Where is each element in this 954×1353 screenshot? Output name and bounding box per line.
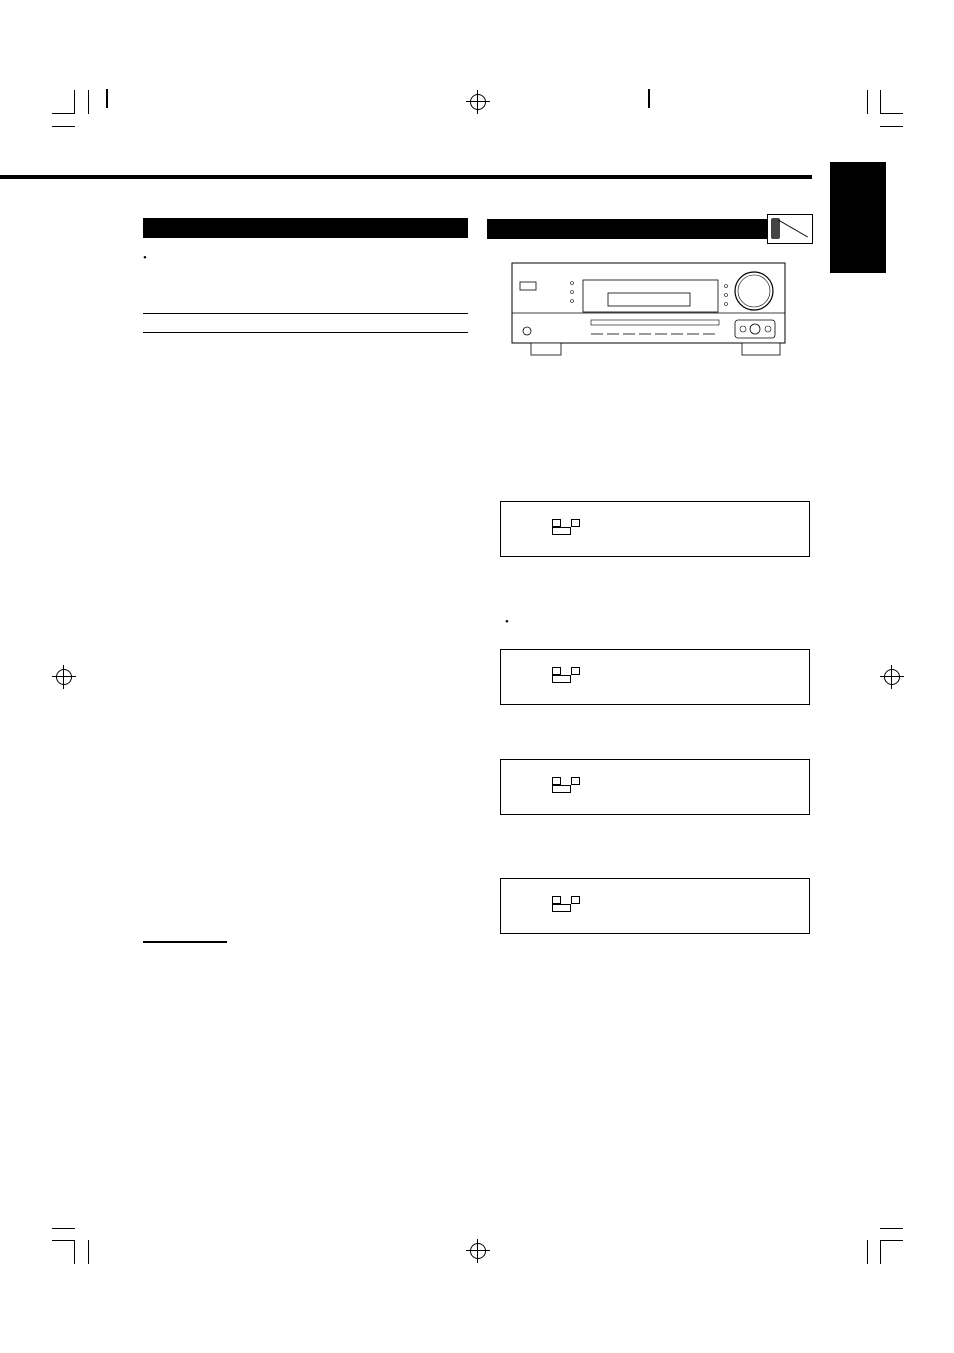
crop-mark <box>867 90 868 114</box>
r-indicator <box>571 667 580 675</box>
registration-mark <box>56 669 72 685</box>
notes-rule <box>143 941 227 943</box>
crop-mark <box>880 1228 903 1229</box>
crop-mark <box>88 1240 89 1264</box>
registration-mark <box>884 669 900 685</box>
table-header <box>143 313 468 333</box>
display-panel-step-2 <box>500 649 810 705</box>
subwoofer-indicator <box>552 785 571 793</box>
crop-mark <box>52 126 75 127</box>
crop-mark <box>880 126 903 127</box>
display-panel-step-1 <box>500 501 810 557</box>
crop-mark <box>52 1240 75 1241</box>
r-indicator <box>571 777 580 785</box>
crop-mark <box>88 90 89 114</box>
intro-text <box>143 251 468 266</box>
l-indicator <box>552 777 561 785</box>
receiver-icon <box>511 262 786 356</box>
registration-mark <box>470 1243 486 1259</box>
r-indicator <box>571 519 580 527</box>
crop-mark <box>52 113 75 114</box>
grayscale-bar <box>106 89 108 108</box>
step-2-description-text <box>514 615 805 630</box>
section-heading-basic-setting-items <box>143 218 468 238</box>
l-indicator <box>552 667 561 675</box>
intro-bullet-text <box>152 251 468 266</box>
crop-mark <box>74 1240 75 1264</box>
color-bar <box>648 89 650 108</box>
language-tab <box>830 162 886 273</box>
receiver-illustration <box>511 262 786 356</box>
subwoofer-indicator <box>552 675 571 683</box>
r-indicator <box>571 896 580 904</box>
remote-not-icon <box>767 214 813 244</box>
crop-mark <box>880 1240 903 1241</box>
l-indicator <box>552 896 561 904</box>
l-indicator <box>552 519 561 527</box>
crop-mark <box>867 1240 868 1264</box>
section-heading-basic-procedure <box>487 219 767 239</box>
crop-mark <box>52 1228 75 1229</box>
crop-mark <box>880 1240 881 1264</box>
crop-mark <box>74 90 75 114</box>
subwoofer-indicator <box>552 904 571 912</box>
subwoofer-indicator <box>552 527 571 535</box>
crop-mark <box>880 90 881 114</box>
display-panel-step-4 <box>500 878 810 934</box>
step-2-description: • <box>505 615 805 630</box>
registration-mark <box>470 94 486 110</box>
crop-mark <box>880 113 903 114</box>
notes <box>143 940 443 950</box>
header-rule <box>0 175 812 179</box>
display-panel-step-3 <box>500 759 810 815</box>
intro-bullet: • <box>143 251 468 266</box>
